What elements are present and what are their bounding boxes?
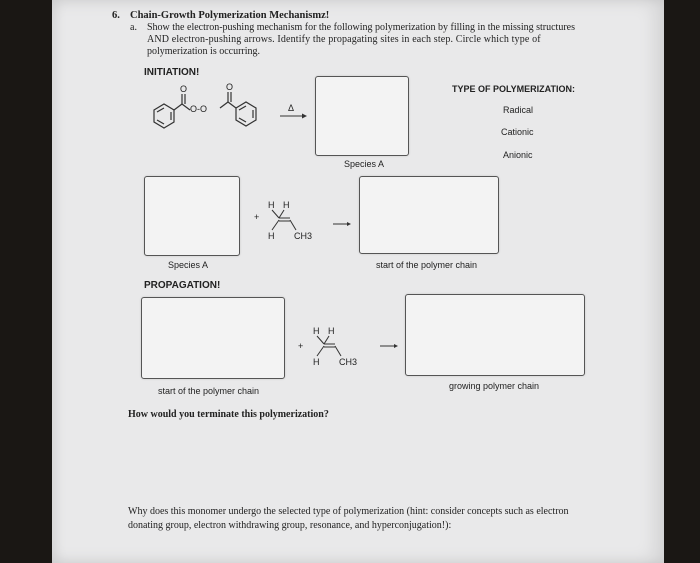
question-title: Chain-Growth Polymerization Mechanismz! — [130, 10, 330, 21]
svg-text:H: H — [283, 200, 290, 210]
species-a-answer-box[interactable] — [315, 76, 409, 156]
carbonyl-oxygen-right: O — [226, 82, 234, 92]
propagation-right-caption: growing polymer chain — [449, 381, 540, 391]
initiation-heading: INITIATION! — [144, 67, 200, 78]
svg-text:H: H — [328, 326, 335, 336]
part-a-line2: AND electron-pushing arrows. Identify the propagating sites in each step. Circle which type of — [147, 34, 541, 45]
svg-text:H: H — [313, 357, 320, 367]
propene-monomer-2 — [307, 324, 367, 370]
propene-monomer-1 — [262, 198, 322, 244]
option-anionic[interactable]: Anionic — [503, 150, 533, 160]
growing-chain-box[interactable] — [405, 294, 585, 376]
step2-right-caption: start of the polymer chain — [376, 260, 478, 270]
polymer-start-box-propagation[interactable] — [141, 297, 285, 379]
polymerization-type-heading: TYPE OF POLYMERIZATION: — [452, 84, 576, 94]
question-number: 6. — [112, 10, 120, 21]
termination-question: How would you terminate this polymerization? — [128, 409, 329, 420]
worksheet-page — [52, 0, 664, 563]
svg-text:CH3: CH3 — [339, 357, 358, 367]
species-a-caption: Species A — [344, 159, 385, 169]
svg-text:H: H — [268, 231, 275, 241]
peroxide-linkage: O-O — [190, 104, 207, 114]
carbonyl-oxygen-left: O — [180, 84, 188, 94]
benzoyl-peroxide-structure — [140, 82, 280, 134]
why-question-line1: Why does this monomer undergo the selected type of polymerization (hint: consider concepts such as electron — [128, 506, 569, 517]
step2-left-caption: Species A — [168, 260, 209, 270]
part-a-line1: Show the electron-pushing mechanism for the following polymerization by filling in the missing structures — [147, 22, 575, 33]
why-question-line2: donating group, electron withdrawing group, resonance, and hyperconjugation!): — [128, 520, 452, 531]
part-a-line3: polymerization is occurring. — [147, 46, 261, 57]
species-a-box-step2[interactable] — [144, 176, 240, 256]
svg-text:H: H — [268, 200, 275, 210]
step2-plus: + — [254, 212, 260, 222]
propagation-plus: + — [298, 341, 304, 351]
propagation-left-caption: start of the polymer chain — [158, 386, 260, 396]
reaction-arrow-2 — [332, 220, 352, 228]
option-radical[interactable]: Radical — [503, 105, 534, 115]
svg-text:H: H — [313, 326, 320, 336]
part-a-label: a. — [130, 22, 137, 33]
polymer-start-box[interactable] — [359, 176, 499, 254]
reaction-arrow-3 — [379, 342, 399, 350]
svg-text:CH3: CH3 — [294, 231, 313, 241]
option-cationic[interactable]: Cationic — [501, 127, 534, 137]
propagation-heading: PROPAGATION! — [144, 280, 221, 291]
reaction-arrow-1 — [278, 112, 308, 120]
heat-symbol: Δ — [288, 103, 295, 113]
